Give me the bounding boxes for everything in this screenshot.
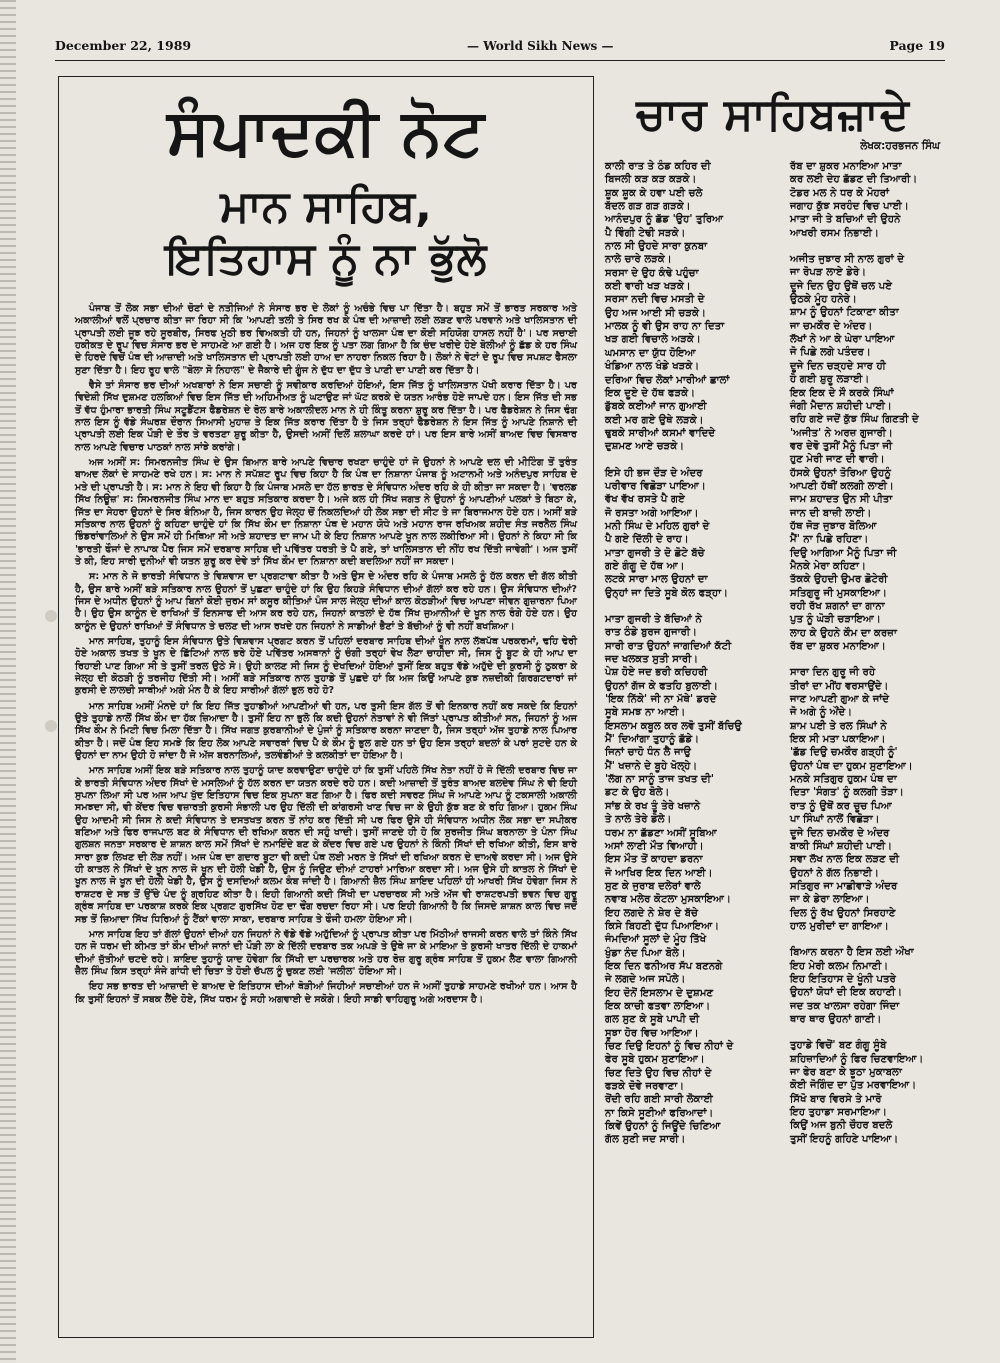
poem-line: ਅਸਾਂ ਲਾਣੀ ਮੌਤ ਵਿਆਹੀ। xyxy=(605,840,704,852)
poem-stanza xyxy=(790,666,965,933)
poem-line: ਰੱਬ ਦਾ ਸ਼ੁਕਰ ਮਨਾਇਆ। xyxy=(790,641,886,653)
poem-line: ਰੋਂਦੀ ਰਹਿ ਗਈ ਸਾਰੀ ਲੋਕਾਈ xyxy=(605,1094,713,1106)
poem-line: ਕਿਉਂ ਅਜ ਬੁਨੀ ਚੌਹਰ ਬਦਲੇ xyxy=(790,1120,893,1132)
poem-line: ਪੈ ਵਿੰਗੀ ਟੇਢੀ ਸੜਕੇ। xyxy=(605,227,686,239)
poem-line: ਜਾ ਰੋਪੜ ਲਾਏ ਡੇਰੇ। xyxy=(790,267,867,279)
poem-line: 'ਛੱਡ ਦਿਉ ਚਮਕੌਰ ਗੜ੍ਹੀ ਨੂੰ' xyxy=(790,747,898,759)
editorial-paragraph: ਇਹ ਸਭ ਭਾਰਤ ਦੀ ਆਜ਼ਾਦੀ ਦੇ ਬਾਅਦ ਦੇ ਇਤਿਹਾਸ ਦੀਆਂ ਥੋੜੀਆਂ ਜਿਹੀਆਂ ਸਚਾਈਆਂ ਹਨ ਜੋ ਅਸੀਂ ਤੁਹਾਡੇ ਸਾਹਮਣੇ ਰਖੀਆਂ ਹਨ। ਆਸ ਹੈ ਕਿ ਤੁਸੀਂ ਇਹਨਾਂ ਤੋਂ ਸਬਕ ਲੈਂਦੇ ਹੋਏ, ਸਿੱਖ ਧਰਮ ਨੂੰ ਸਹੀ ਅਗਵਾਈ ਦੇ ਸਕੋਗੇ। ਇਹੀ ਸਾਡੀ ਵਾਹਿਗੁਰੂ ਅਗੇ ਅਰਦਾਸ ਹੈ। xyxy=(75,981,577,1005)
poem-author: ਲੇਖਕ:ਹਰਭਜਨ ਸਿੰਘ xyxy=(860,140,940,152)
editorial-subtitle-line1: ਮਾਨ ਸਾਹਿਬ, xyxy=(220,181,432,232)
poem-line: ਮੈਂ' ਖਜ਼ਾਨੇ ਦੇ ਬੂਹੇ ਖੋਲ੍ਹੇ। xyxy=(605,760,698,772)
poem-line: ਇਹ ਇਤਿਹਾਸ ਦੇ ਖੂੰਨੀ ਪਤਰੇ xyxy=(790,973,896,985)
editorial-subtitle-line2: ਇਤਿਹਾਸ ਨੂੰ ਨਾ ਭੁੱਲੋ xyxy=(165,233,487,284)
binding-edge xyxy=(0,0,16,1363)
poem-line: ਇਕ ਸੀ ਮਤਾ ਪਕਾਇਆ। xyxy=(790,734,886,746)
poem-line: ਪਰੀਵਾਰ ਵਿਛੋੜਾ ਪਾਇਆ। xyxy=(605,480,706,492)
poem-line: 'ਇਕ ਨਿੱਕੇ' ਜੀ ਨਾ ਮੱਥੇ' ਡਰਦੇ xyxy=(605,694,717,706)
page-number: Page 19 xyxy=(889,38,945,53)
poem-line: ਜੰਗੀ ਮੈਦਾਨ ਸ਼ਹੀਦੀ ਪਾਈ। xyxy=(790,400,892,412)
poem-line: ਸ਼ਹਿਜ਼ਾਦਿਆਂ ਨੂੰ ਫਿਰ ਚਿਣਵਾਇਆ। xyxy=(790,1053,924,1065)
editorial-box xyxy=(58,76,594,1338)
poem-line: ਸ਼ਾਮ ਨੂੰ ਉਹਨਾਂ ਟਿਕਾਣਾ ਕੀਤਾ xyxy=(790,307,899,319)
poem-line: ਇਕ ਕਾਚੀ ਫਤਵਾ ਲਾਇਆ। xyxy=(605,1000,711,1012)
poem-line: ਜਿਨਾਂ ਚਾਹੋ ਧੰਨ ਲੈ ਜਾਉ xyxy=(605,747,692,759)
poem-line: ਹੱਸਕੇ ਉਹਨਾਂ ਤੋਰਿਆ ਉਹਨੂੰ xyxy=(790,467,891,479)
poem-line: ਬਿਜਲੀ ਕੜ ਕੜ ਕੜਕੇ। xyxy=(605,174,697,186)
poem-line: ਗਲ ਸੁਣ ਕੇ ਸੂਬੇ ਪਾਪੀ ਦੀ xyxy=(605,1014,700,1026)
poem-stanza xyxy=(790,253,965,653)
poem-line: ਇਹ ਦੋਨੋਂ ਇਸਲਾਮ ਦੇ ਦੁਸ਼ਮਣ xyxy=(605,987,714,999)
poem-line: ਬਿਆਨ ਕਰਨਾ ਹੈ ਇਸ ਲਈ ਔਖਾ xyxy=(790,947,914,959)
poem-line: ਧਰਮ ਨਾ ਛੱਡਣਾ ਅਸੀਂ ਸੂਬਿਆ xyxy=(605,827,717,839)
poem-line: ਲਾਹ ਕੇ ਉਹਨੇ ਕੌਮ ਦਾ ਕਰਜ਼ਾ xyxy=(790,627,897,639)
editorial-paragraph: ਅਜ ਅਸੀਂ ਸ: ਸਿਮਰਨਜੀਤ ਸਿੰਘ ਦੇ ਉਸ ਬਿਆਨ ਬਾਰੇ ਆਪਣੇ ਵਿਚਾਰ ਰਖਣਾ ਚਾਹੁੰਦੇ ਹਾਂ ਜੋ ਉਹਨਾਂ ਨੇ ਆਪਣੇ ਦਲ ਦੀ ਮੀਟਿੰਗ ਤੋਂ ਤੁਰੰਤ ਬਾਅਦ ਲੋਕਾਂ ਦੇ ਸਾਹਮਣੇ ਰਖੇ ਹਨ। ਸ: ਮਾਨ ਨੇ ਸਪੱਸ਼ਟ ਰੂਪ ਵਿਚ ਕਿਹਾ ਹੈ ਕਿ ਪੰਥ ਦਾ ਨਿਸ਼ਾਨਾ ਪੰਜਾਬ ਨੂੰ ਅਟਾਨਮੀ ਅਤੇ ਅਨੰਦਪੁਰ ਸਾਹਿਬ ਦੇ ਮਤੇ ਦੀ ਪ੍ਰਾਪਤੀ ਹੈ। ਸ: ਮਾਨ ਨੇ ਇਹ ਵੀ ਕਿਹਾ ਹੈ ਕਿ ਪੰਜਾਬ ਮਸਲੇ ਦਾ ਹੱਲ ਭਾਰਤ ਦੇ ਸੰਵਿਧਾਨ ਅੰਦਰ ਰਹਿ ਕੇ ਹੀ ਕੀਤਾ ਜਾ ਸਕਦਾ ਹੈ। 'ਵਰਲਡ ਸਿੱਖ ਨਿਊਜ਼' ਸ: ਸਿਮਰਨਜੀਤ ਸਿੰਘ ਮਾਨ ਦਾ ਬਹੁਤ ਸਤਿਕਾਰ ਕਰਦਾ ਹੈ। ਅਜੇ ਕਲ ਹੀ ਸਿੱਖ ਜਗਤ ਨੇ ਉਹਨਾਂ ਨੂੰ ਆਪਣੀਆਂ ਪਲਕਾਂ ਤੇ ਬਿਠਾ ਕੇ, ਜਿੱਤ ਦਾ ਸੇਹਰਾ ਉਹਨਾਂ ਦੇ ਸਿਰ ਬੰਨਿਆ ਹੈ, ਜਿਸ ਕਾਰਨ ਉਹ ਜੇਲ੍ਹ ਚੋਂ ਨਿਕਲਦਿਆਂ ਹੀ ਲੋਕ ਸਭਾ ਦੀ ਸੀਟ ਤੇ ਜਾ ਬਿਰਾਜਮਾਨ ਹੋਏ ਹਨ। ਅਸੀਂ ਬੜੇ ਸਤਿਕਾਰ ਨਾਲ ਉਹਨਾਂ ਨੂੰ ਕਹਿਣਾ ਚਾਹੁੰਦੇ ਹਾਂ ਕਿ ਸਿੱਖ ਕੌਮ ਦਾ ਨਿਸ਼ਾਨਾ ਪੰਥ ਦੇ ਮਹਾਨ ਯੋਧੇ ਅਤੇ ਮਹਾਨ ਰਾਜ ਰਖਿਅਕ ਸ਼ਹੀਦ ਸੰਤ ਜਰਨੈਲ ਸਿੰਘ ਭਿੰਡਰਾਂਵਾਲਿਆਂ ਨੇ ਉਸ ਸਮੇਂ ਹੀ ਮਿਥਿਆ ਸੀ ਅਤੇ ਸ਼ਹਾਦਤ ਦਾ ਜਾਮ ਪੀ ਕੇ ਇਹ ਨਿਸ਼ਾਨ ਆਪਣੇ ਖੂਨ ਨਾਲ ਲਕੀਰਿਆ ਸੀ। ਉਹਨਾਂ ਨੇ ਕਿਹਾ ਸੀ ਕਿ 'ਭਾਰਤੀ ਫੌਜਾਂ ਦੇ ਨਾਪਾਕ ਪੈਰ ਜਿਸ ਸਮੇਂ ਦਰਬਾਰ ਸਾਹਿਬ ਦੀ ਪਵਿੱਤਰ ਧਰਤੀ ਤੇ ਪੈ ਗਏ, ਤਾਂ ਖਾਲਿਸਤਾਨ ਦੀ ਨੀਂਹ ਰਖ ਦਿੱਤੀ ਜਾਵੇਗੀ'। ਅਜ ਤੁਸੀਂ ਤੇ ਕੀ, ਇਹ ਸਾਰੀ ਦੁਨੀਆਂ ਵੀ ਯਤਨ ਸ਼ੁਰੂ ਕਰ ਦੇਵੇ ਤਾਂ ਸਿੱਖ ਕੌਮ ਦਾ ਨਿਸ਼ਾਨਾ ਕਦੀ ਬਦਲਿਆ ਨਹੀਂ ਜਾ ਸਕਦਾ। xyxy=(75,457,577,567)
poem-line: ਤੁਸੀਂ ਇਹਨੂੰ ਗਹਿਣੇ ਪਾਇਆ। xyxy=(790,1133,899,1145)
poem-column-right xyxy=(790,160,965,1159)
poem-line: ਦਿਉ ਆਗਿਆ ਮੈਨੂੰ ਪਿਤਾ ਜੀ xyxy=(790,547,897,559)
poem-stanza xyxy=(605,160,780,454)
poem-line: ਹੁਣ ਮੇਰੀ ਜਾਣ ਦੀ ਵਾਰੀ। xyxy=(790,454,885,466)
poem-line: ਘਮਸਾਨ ਦਾ ਯੁੱਧ ਹੋਇਆ xyxy=(605,347,696,359)
poem-line: ਇਸ ਮੌਤ ਤੋਂ ਕਾਹਦਾ ਡਰਨਾ xyxy=(605,854,703,866)
poem-line: ਇਹ ਤੁਹਾਡਾ ਸਰਮਾਇਆ। xyxy=(790,1107,887,1119)
poem-line: ਕਈ ਮਰ ਗਏ ਉਥੇ ਲੜਕੇ। xyxy=(605,414,704,426)
editorial-paragraph: ਮਾਨ ਸਾਹਿਬ ਅਸੀਂ ਇਕ ਬੜੇ ਸਤਿਕਾਰ ਨਾਲ ਤੁਹਾਨੂੰ ਯਾਦ ਕਰਵਾਉਣਾ ਚਾਹੁੰਦੇ ਹਾਂ ਕਿ ਤੁਸੀਂ ਪਹਿਲੇ ਸਿੱਖ ਨੇਤਾ ਨਹੀਂ ਹੋ ਜੋ ਦਿੱਲੀ ਦਰਬਾਰ ਵਿਚ ਜਾ ਕੇ ਭਾਰਤੀ ਸੰਵਿਧਾਨ ਅੰਦਰ ਸਿੱਖਾਂ ਦੇ ਮਸਲਿਆਂ ਨੂੰ ਹੱਲ ਕਰਨ ਦਾ ਯਤਨ ਕਰਦੇ ਰਹੇ ਹਨ। ਕਦੀ ਆਜ਼ਾਦੀ ਤੋਂ ਤੁਰੰਤ ਬਾਅਦ ਬਲਦੇਵ ਸਿੰਘ ਨੇ ਵੀ ਇਹੀ ਸੁਪਨਾ ਲਿਆ ਸੀ ਪਰ ਅਜ ਆਪ ਖੁੱਦ ਇਤਿਹਾਸ ਵਿਚ ਇਕ ਸੁਪਨਾ ਬਣ ਗਿਆ ਹੈ। ਫਿਰ ਕਦੀ ਸਵਰਣ ਸਿੰਘ ਜੋ ਆਪਣੇ ਆਪ ਨੂੰ ਟਕਸਾਲੀ ਅਕਾਲੀ ਸਮਝਦਾ ਸੀ, ਵੀ ਕੇਂਦਰ ਵਿਚ ਵਜ਼ਾਰਤੀ ਕੁਰਸੀ ਸੰਭਾਲੀ ਪਰ ਉਹ ਦਿੱਲੀ ਦੀ ਕਾਂਗਰਸੀ ਖਾਣ ਵਿਚ ਜਾ ਕੇ ਉਹੀ ਕੁੱਝ ਬਣ ਕੇ ਰਹਿ ਗਿਆ। ਹੁਕਮ ਸਿੰਘ ਉਹ ਆਦਮੀ ਸੀ ਜਿਸ ਨੇ ਕਦੀ ਸੰਵਿਧਾਨ ਤੇ ਦਸਤਖਤ ਕਰਨ ਤੋਂ ਨਾਂਹ ਕਰ ਦਿੱਤੀ ਸੀ ਪਰ ਫਿਰ ਉਸੇ ਹੀ ਸੰਵਿਧਾਨ ਅਧੀਨ ਲੋਕ ਸਭਾ ਦਾ ਸਪੀਕਰ ਬਣਿਆ ਅਤੇ ਫਿਰ ਰਾਜਪਾਲ ਬਣ ਕੇ ਸੰਵਿਧਾਨ ਦੀ ਰਖਿਆ ਕਰਨ ਦੀ ਸਹੁੰ ਖਾਦੀ। ਤੁਸੀਂ ਜਾਣਦੇ ਹੀ ਹੋ ਕਿ ਸੁਰਜੀਤ ਸਿੰਘ ਬਰਨਾਲਾ ਤੇ ਪੰਨਾ ਸਿੰਘ ਗੁਲਸ਼ਨ ਜਨਤਾ ਸਰਕਾਰ ਦੇ ਸ਼ਾਸ਼ਨ ਕਾਲ ਸਮੇਂ ਸਿੱਖਾਂ ਦੇ ਨਮਾਇੰਦੇ ਬਣ ਕੇ ਕੇਂਦਰ ਵਿਚ ਗਏ ਪਰ ਉਹਨਾਂ ਨੇ ਕਿੰਨੀ ਸਿੱਖਾਂ ਦੀ ਰਖਿਆ ਕੀਤੀ, ਇਸ ਬਾਰੇ ਸਾਰਾ ਕੁਝ ਲਿਖਣ ਦੀ ਲੋੜ ਨਹੀਂ। ਅਜ ਪੰਥ ਦਾ ਗਦਾਰ ਬੂਟਾ ਵੀ ਕਦੀ ਪੰਥ ਲਈ ਮਰਨ ਤੇ ਸਿੱਖਾਂ ਦੀ ਰਖਿਆ ਕਰਨ ਦੇ ਦਾਅਵੇ ਕਰਦਾ ਸੀ। ਅਜ ਉਸੇ ਹੀ ਕਾਤਲ ਨੇ ਸਿੱਖਾਂ ਦੇ ਖੂਨ ਨਾਲ ਜੋ ਖੂਨ ਦੀ ਹੋਲੀ ਖੇਡੀ ਹੈ, ਉਸ ਨੂੰ ਜਿਉਣ ਦੀਆਂ ਟਾਹਰਾਂ ਮਾਰਿਆ ਕਰਦਾ ਸੀ। ਅਜ ਉਸੇ ਹੀ ਕਾਤਲ ਨੇ ਸਿੱਖਾਂ ਦੇ ਖੂਨ ਨਾਲ ਜੋ ਖੂਨ ਦੀ ਹੋਲੀ ਖੇਡੀ ਹੈ, ਉਸ ਨੂੰ ਦਸਦਿਆਂ ਕਲਮ ਕੰਬ ਜਾਂਦੀ ਹੈ। ਗਿਆਨੀ ਜ਼ੈਲ ਸਿੰਘ ਸ਼ਾਇਦ ਪਹਿਲਾਂ ਹੀ ਆਖਰੀ ਸਿੱਖ ਹੋਵੇਗਾ ਜਿਸ ਨੇ ਰਾਸ਼ਟਰ ਦੇ ਸਭ ਤੋਂ ਉੱਚੇ ਪੰਦ ਨੂੰ ਗ੍ਰਹਿਣ ਕੀਤਾ ਹੈ। ਇਹੀ ਗਿਆਨੀ ਕਦੀ ਸਿੱਖੀ ਦਾ ਪਰਚਾਰਕ ਸੀ ਅਤੇ ਅੱਜ ਵੀ ਰਾਸ਼ਟਰਪਤੀ ਭਵਨ ਵਿਚ ਗੁਰੂ ਗ੍ਰੰਥ ਸਾਹਿਬ ਦਾ ਪਰਕਾਸ਼ ਕਰਕੇ ਇਕ ਪ੍ਰਗਟ ਗੁਰਸਿੱਖ ਹੋਣ ਦਾ ਢੌਂਗ ਰਚਦਾ ਰਿਹਾ ਸੀ। ਪਰ ਇਹੀ ਗਿਆਨੀ ਹੈ ਕਿ ਜਿਸਦੇ ਸ਼ਾਸ਼ਨ ਕਾਲ ਵਿਚ ਜਦੋਂ ਸਭ ਤੋਂ ਜ਼ਿਆਦਾ ਸਿੱਖ ਧਿਰਿਆਂ ਨੂੰ ਟੈਂਕਾਂ ਵਾਲਾ ਸਾਕਾ, ਦਰਬਾਰ ਸਾਹਿਬ ਤੇ ਫੌਜੀ ਹਮਲਾ ਹੋਇਆ ਸੀ। xyxy=(75,765,577,925)
poem-line: ਉਹਨਾਂ ਨੇ ਗੱਲ ਨਿਭਾਈ। xyxy=(790,867,879,879)
editorial-paragraph: ਮਾਨ ਸਾਹਿਬ ਇਹ ਤਾਂ ਗੱਲਾਂ ਉਹਨਾਂ ਦੀਆਂ ਹਨ ਜਿਹਨਾਂ ਨੇ ਵੱਡੇ ਵੱਡੇ ਅਹੁੱਦਿਆਂ ਨੂੰ ਪ੍ਰਾਪਤ ਕੀਤਾ ਪਰ ਮਿੱਠੀਆਂ ਰਾਜਸੀ ਕਰਨ ਵਾਲੇ ਤਾਂ ਕਿੰਨੇ ਸਿੱਖ ਹਨ ਜੋ ਧਰਮ ਦੀ ਕੀਮਤ ਤਾਂ ਕੌਮ ਦੀਆਂ ਜਾਨਾਂ ਦੀ ਪੌੜੀ ਲਾ ਕੇ ਦਿੱਲੀ ਦਰਬਾਰ ਤਕ ਅਪੜੇ ਤੇ ਉਥੇ ਜਾ ਕੇ ਮਾਇਆ ਤੇ ਕੁਰਸੀ ਖਾਤਰ ਦਿੱਲੀ ਦੇ ਹਾਕਮਾਂ ਦੀਆਂ ਜੁੱਤੀਆਂ ਚਟਦੇ ਰਹੇ। ਸ਼ਾਇਦ ਤੁਹਾਨੂੰ ਯਾਦ ਹੋਵੇਗਾ ਕਿ ਸਿੱਖੀ ਦਾ ਪਰਚਾਰਕ ਅਤੇ ਹਰ ਰੋਜ਼ ਗੁਰੂ ਗ੍ਰੰਥ ਸਾਹਿਬ ਤੋਂ ਹੁਕਮ ਲੈਣ ਵਾਲਾ ਗਿਆਨੀ ਜ਼ੈਲ ਸਿੰਘ ਕਿਸ ਤਰ੍ਹਾਂ ਸੰਜੇ ਗਾਂਧੀ ਦੀ ਚਿਤਾ ਤੇ ਹੋਈ ਚੱਪਲ ਨੂੰ ਚੁਕਣ ਲਈ 'ਜਲੀਲ' ਹੋਇਆ ਸੀ। xyxy=(75,928,577,977)
poem-line: ਟੋਡਰ ਮਲ ਨੇ ਧਰ ਕੇ ਮੋਹਰਾਂ xyxy=(790,187,889,199)
poem-line: ਮਾਤਾ ਗੁਜਰੀ ਤੇ ਦੋ ਛੋਟੇ ਬੱਚੇ xyxy=(605,547,705,559)
poem-line: ਪਾ ਸਿੰਘਾਂ ਨਾਲੋਂ ਵਿਛੋੜਾ। xyxy=(790,814,880,826)
poem-line: ਵਰ ਦੇਵੋ ਤੁਸੀਂ ਮੈਨੂੰ ਪਿਤਾ ਜੀ xyxy=(790,440,893,452)
punch-hole xyxy=(45,720,57,732)
poem-line: ਜਾ ਚਮਕੌਰ ਦੇ ਅੰਦਰ। xyxy=(790,320,873,332)
poem-line: ਢੁਬਕੇ ਸਾਰੀਆਂ ਕਸਮਾਂ ਵਾਦਿਦੇ xyxy=(605,427,716,439)
poem-line: ਜਾਨ ਦੀ ਬਾਜ਼ੀ ਲਾਈ। xyxy=(790,507,872,519)
poem-line: ਜਗਾਹ ਕੁੱਝ ਸਰਹੰਦ ਵਿਚ ਪਾਈ। xyxy=(790,201,909,213)
poem-line: ਗੱਲ ਸੁਣੀ ਜਦ ਸਾਰੀ। xyxy=(605,1134,686,1146)
poem-line: ਜੋ ਰਸਤਾ ਅਗੇ ਆਇਆ। xyxy=(605,507,699,519)
poem-line: ਮੈਂ' ਦਿਆਂਗਾ ਤੁਹਾਨੂੰ ਛੱਡੇ। xyxy=(605,734,700,746)
poem-line: ਇਹ ਮੇਰੀ ਕਲਮ ਨਿਮਾਣੀ। xyxy=(790,960,889,972)
poem-line: ਡਟ ਕੇ ਉਹ ਬੋਲੇ। xyxy=(605,787,670,799)
poem-line: 'ਲੱਗ ਨਾ ਸਾਨੂੰ ਤਾਜ ਤਖਤ ਦੀ' xyxy=(605,774,714,786)
poem-line: ਦਰਿਆ ਵਿਚ ਲੋਕਾਂ ਮਾਰੀਆਂ ਛਾਲਾਂ xyxy=(605,374,730,386)
poem-line: ਸ਼ੂਕ ਸ਼ੂਕ ਕੇ ਹਵਾ ਪਈ ਚਲੇ xyxy=(605,187,703,199)
poem-line: ਪੁਤ ਨੂੰ ਘੋੜੀ ਚੜਾਇਆ। xyxy=(790,614,881,626)
poem-line: ਕਈ ਵਾਰੀ ਖੜ ਖੜਕੇ। xyxy=(605,281,691,293)
poem-stanza xyxy=(790,1039,965,1146)
masthead xyxy=(55,38,945,60)
poem-line: ਨਵਾਬ ਮਲੇਰ ਕੋਟਲਾ ਮੁਸਕਾਇਆ। xyxy=(605,894,731,906)
poem-line: ਪੈ ਗਏ ਦਿੱਲੀ ਦੇ ਰਾਹ। xyxy=(605,534,689,546)
poem-line: ਤੀਰਾਂ ਦਾ ਮੀਂਹ ਵਰਸਾਉਂਦੇ। xyxy=(790,680,889,692)
poem-line: ਉਹ ਅਜ ਆਈ ਸੀ ਚੜਕੇ। xyxy=(605,307,706,319)
poem-line: ਦੁਸ਼ਮਣ ਆਏ ਚੜਕੇ। xyxy=(605,441,685,453)
poem-line: ਅਜੀਤ ਜੁਝਾਰ ਸੀ ਨਾਲ ਗੁਰਾਂ ਦੇ xyxy=(790,254,905,266)
poem-line: ਸਰਸਾ ਦੇ ਉਹ ਕੰਢੇ ਪਹੁੰਚਾ xyxy=(605,267,699,279)
poem-line: ਰਾਤ ਠੰਡੇ ਬੁਰਜ ਗੁਜਾਰੀ। xyxy=(605,627,697,639)
poem-line: ਸਾਂਭ ਕੇ ਰਖ ਤੂੰ ਤੇਰੇ ਖਜ਼ਾਨੇ xyxy=(605,800,701,812)
poem-line: ਦੂਜੇ ਦਿਨ ਉਹ ਉਥੋਂ ਚਲ ਪਏ xyxy=(790,280,893,292)
poem-line: ਰੱਬ ਦਾ ਸ਼ੁਕਰ ਮਨਾਇਆ ਮਾਤਾ xyxy=(790,161,902,172)
poem-line: ਡੁੱਬਕੇ ਕਈਆਂ ਜਾਨ ਗੁਆਈ xyxy=(605,401,707,413)
poem-line: ਜਾਮ ਸ਼ਹਾਦਤ ਉਨ ਸੀ ਪੀਤਾ xyxy=(790,494,893,506)
poem-line: ਨਾਲੇ ਚਾਰੇ ਲੜਕੇ। xyxy=(605,254,672,266)
poem-stanza xyxy=(790,160,965,240)
poem-line: ਸਵਾ ਲੱਖ ਨਾਲ ਇਕ ਲੜਣ ਦੀ xyxy=(790,854,900,866)
poem-line: ਸਾਰੀ ਰਾਤ ਉਹਨਾਂ ਜਾਗਦਿਆਂ ਕੱਟੀ xyxy=(605,640,732,652)
poem-line: ਲਟਕੇ ਸਾਰਾ ਮਾਲ ਉਹਨਾਂ ਦਾ xyxy=(605,574,708,586)
poem-line: ਪੇਸ਼ ਹੋਏ ਜਦ ਭਰੀ ਕਚਿਹਰੀ xyxy=(605,667,708,679)
poem-line: ਆਨੰਦਪੁਰ ਨੂੰ ਛੱਡ 'ਉਹ' ਤੁਰਿਆ xyxy=(605,214,724,226)
poem-stanza xyxy=(605,467,780,600)
poem-line: ਇਸੇ ਹੀ ਭਜ ਦੌੜ ਦੇ ਅੰਦਰ xyxy=(605,467,703,479)
poem-line: ਫੇਰ ਸੂਬੇ ਹੁਕਮ ਸੁਣਾਇਆ। xyxy=(605,1054,705,1066)
poem-line: ਚਿਣ ਦਿਤੇ ਉਹ ਵਿਚ ਨੀਹਾਂ ਦੇ xyxy=(605,1067,712,1079)
poem-line: ਜਾ ਫੇਰ ਬਣਾ ਕੇ ਝੂਠਾ ਮੁਕਾਬਲਾ xyxy=(790,1067,902,1078)
poem-line: ਬਾਕੀ ਸਿੰਘਾਂ ਸ਼ਹੀਦੀ ਪਾਈ। xyxy=(790,840,893,852)
poem-line: ਰਹੀ ਰੱਖ ਸ਼ਗਨਾਂ ਦਾ ਗਾਨਾ xyxy=(790,601,885,612)
poem-line: ਖੰਡਿਆ ਨਾਲ ਖੰਡੇ ਖੜਕੇ। xyxy=(605,361,700,373)
poem-line: ਇਕ ਇਕ ਦੇ ਸੌ ਕਰਕੇ ਸਿੰਘਾਂ xyxy=(790,387,894,399)
poem-line: ਸੁਣ ਕੇ ਜੁਰਾਬ ਦਲੇਰਾਂ ਵਾਲੇ xyxy=(605,880,701,892)
poem-line: ਦੂਜੇ ਦਿਨ ਚੜ੍ਹਦੇ ਸਾਰ ਹੀ xyxy=(790,360,886,372)
poem-line: ਜੋ ਪਿਛੇ ਲਗੇ ਪਤੰਦਰ। xyxy=(790,347,871,359)
poem-line: ਉਨ੍ਹਾਂ ਜਾ ਦਿਤੇ ਸੂਬੇ ਕੋਲ ਫੜ੍ਹਾ। xyxy=(605,587,729,599)
poem-line: ਖੁੰਡਾ ਨੰਦ ਪਿਆ ਬੋਲੇ। xyxy=(605,947,686,959)
poem-line: ਸਤਿਗੁਰੂ ਜੀ ਮੁਸਕਾਇਆ। xyxy=(790,587,887,599)
poem-title: ਚਾਰ ਸਾਹਿਬਜ਼ਾਦੇ xyxy=(636,89,910,140)
poem-line: ਮਨੀ ਸਿੰਘ ਦੇ ਮਹਿਲ ਗੁਰਾਂ ਦੇ xyxy=(605,520,710,532)
poem-line: ਜੋ ਅਗੇ ਨੂੰ ਔਂਦੇ। xyxy=(790,707,853,719)
poem-line: ਕਿਵੇਂ ਉਹਨਾਂ ਨੂੰ ਜਿਊਂਦੇ ਚਿਣਿਆ xyxy=(605,1121,721,1133)
poem-stanza xyxy=(605,613,780,1147)
poem-line: ਮਾਤਾ ਗੁਜਰੀ ਤੇ ਬੱਚਿਆਂ ਨੇ xyxy=(605,614,702,625)
poem-line: ਗਏ ਗੰਗੂ ਦੇ ਹੱਥ ਆ। xyxy=(605,560,685,572)
punch-hole xyxy=(45,610,57,622)
poem-line: ਸਰਸਾ ਨਦੀ ਵਿਚ ਮਸਤੀ ਦੇ xyxy=(605,294,705,306)
poem-line: ਜੇ ਲਗਦੇ ਅਜ ਸਪੋਲੇ। xyxy=(605,974,686,986)
editorial-body xyxy=(75,303,577,1006)
editorial-paragraph: ਪੰਜਾਬ ਤੋਂ ਲੋਕ ਸਭਾ ਦੀਆਂ ਚੋਣਾਂ ਦੇ ਨਤੀਜਿਆਂ ਨੇ ਸੰਸਾਰ ਭਰ ਦੇ ਲੋਕਾਂ ਨੂੰ ਅਚੰਭੇ ਵਿਚ ਪਾ ਦਿੱਤਾ ਹੈ। ਬਹੁਤ ਸਮੇਂ ਤੋਂ ਭਾਰਤ ਸਰਕਾਰ ਅਤੇ ਅਕਾਲੀਆਂ ਵਲੋਂ ਪ੍ਰਚਾਰ ਕੀਤਾ ਜਾ ਰਿਹਾ ਸੀ ਕਿ 'ਆਪਣੀ ਤਲੀ ਤੇ ਸਿਰ ਰਖ ਕੇ ਪੰਥ ਦੀ ਆਜ਼ਾਦੀ ਲਈ ਲੜਣ ਵਾਲੇ ਪਰਵਾਨੇ ਅਤੇ ਖਾਲਿਸਤਾਨ ਦੀ ਪ੍ਰਾਪਤੀ ਲਈ ਜੂਝ ਰਹੇ ਸੂਰਬੀਰ, ਸਿਰਫ ਮੁਠੀ ਭਰ ਵਿਅਕਤੀ ਹੀ ਹਨ, ਜਿਹਨਾਂ ਨੂੰ ਖਾਲਸਾ ਪੰਥ ਦਾ ਕੋਈ ਸਹਿਯੋਗ ਹਾਸਲ ਨਹੀਂ ਹੈ'। ਪਰ ਸਚਾਈ ਹਕੀਕਤ ਦੇ ਰੂਪ ਵਿਚ ਸੰਸਾਰ ਭਰ ਦੇ ਸਾਹਮਣੇ ਆ ਗਈ ਹੈ। ਅਜ ਹਰ ਇਕ ਨੂੰ ਪਤਾ ਲਗ ਗਿਆ ਹੈ ਕਿ ਚੰਦ ਖਰੀਦੇ ਹੋਏ ਬੋਲੀਆਂ ਨੂੰ ਛੱਡ ਕੇ ਹਰ ਸਿੰਘ ਦੇ ਹਿਰਦੇ ਵਿਚੋਂ ਪੰਥ ਦੀ ਆਜ਼ਾਦੀ ਅਤੇ ਖਾਲਿਸਤਾਨ ਦੀ ਪ੍ਰਾਪਤੀ ਲਈ ਹਾਅ ਦਾ ਨਾਹਰਾ ਨਿਕਲ ਰਿਹਾ ਹੈ। ਲੋਕਾਂ ਨੇ ਵੋਟਾਂ ਦੇ ਰੂਪ ਵਿਚ ਸਪਸ਼ਟ ਫੈਸਲਾ ਸੁਣਾ ਦਿੱਤਾ ਹੈ। ਇਹ ਰੂਹ ਵਾਲੇ "ਬੋਲਾ ਸੋ ਨਿਹਾਲ" ਦੇ ਜੈਕਾਰੇ ਦੀ ਗੂੰਜ ਨੇ ਦੁੱਧ ਦਾ ਦੁੱਧ ਤੇ ਪਾਣੀ ਦਾ ਪਾਣੀ ਕਰ ਦਿੱਤਾ ਹੈ। xyxy=(75,303,577,376)
poem-line: ਜਦ ਤਕ ਖਾਲਸਾ ਰਹੇਗਾ ਜਿੰਦਾ xyxy=(790,1000,900,1012)
poem-line: ਇਹ ਲਗਦੇ ਨੇ ਸ਼ੇਰ ਦੇ ਬੱਚੇ xyxy=(605,907,698,919)
poem-line: ਲੱਖਾਂ ਨੇ ਆ ਕੇ ਘੇਰਾ ਪਾਇਆ xyxy=(790,334,895,346)
poem-line: ਹਾਲ ਮੁਰੀਦਾਂ ਦਾ ਗਾਇਆ। xyxy=(790,920,889,932)
poem-line: ਵੱਖ ਵੱਖ ਰਸਤੇ ਪੈ ਗਏ xyxy=(605,494,685,506)
poem-line: ਸਾਰਾ ਦਿਨ ਗੁਰੂ ਜੀ ਰਹੇ xyxy=(790,667,876,679)
masthead-rule xyxy=(55,60,945,61)
poem-line: ਤੇ ਨਾਲੇ ਤੇਰੇ ਡੋਲੇ। xyxy=(605,814,672,826)
poem-line: ਚਿਣ ਦਿਉ ਇਹਨਾਂ ਨੂੰ ਵਿਚ ਨੀਹਾਂ ਦੇ xyxy=(605,1041,734,1052)
poem-line: ਤੱਕਕੇ ਉਹਦੀ ਉਮਰ ਛੋਟੇਰੀ xyxy=(790,574,888,586)
poem-line: 'ਅਜੀਤ' ਨੇ ਅਰਜ਼ ਗੁਜਾਰੀ। xyxy=(790,427,893,439)
poem-line: ਨਾ ਕਿਸੇ ਸੂਣੀਆਂ ਫਰਿਆਦਾਂ। xyxy=(605,1107,714,1119)
poem-line: ਤੁਹਾਡੇ ਵਿਚੋਂ' ਬਣ ਗੰਗੂ ਸੂੰਬੇ xyxy=(790,1040,887,1052)
poem-line: ਮਾਲਕ ਨੂੰ ਵੀ ਉਸ ਰਾਹ ਨਾ ਦਿਤਾ xyxy=(605,321,725,333)
poem-line: ਜੰਮਦਿਆਂ ਸੂਲਾਂ ਦੇ ਮੂੰਹ ਤਿੱਖੇ xyxy=(605,934,707,946)
poem-line: ਜਾ ਕੇ ਡੇਰਾ ਲਾਇਆ। xyxy=(790,894,870,906)
poem-line: ਮੈਂ' ਨਾ ਪਿਛੇ ਰਹਿਣਾ। xyxy=(790,534,869,546)
issue-date: December 22, 1989 xyxy=(55,38,192,53)
poem-line: ਖੜ ਗਈ ਵਿਚਾਲੇ ਅੜਕੇ। xyxy=(605,334,701,346)
poem-line: ਫੜਕੇ ਦੋਵੇ ਜਰਵਾਣਾ। xyxy=(605,1081,685,1093)
poem-line: ਜਦ ਖਲਕਤ ਸੁਤੀ ਸਾਰੀ। xyxy=(605,654,699,666)
poem-line: ਦਿਲ ਨੂੰ ਰੱਖ ਉਹਨਾਂ ਸਿਰਹਾਣੇ xyxy=(790,907,896,919)
poem-line: ਕਿਸੇ ਬਿਹਣੀ ਦੁੱਧ ਪਿਆਇਆ। xyxy=(605,920,720,932)
poem-line: ਸੂਬੇ ਸਮਝ ਨਾ ਆਈ। xyxy=(605,707,686,719)
publication-name: — World Sikh News — xyxy=(467,39,614,53)
poem-line: ਆਖਰੀ ਰਸਮ ਨਿਭਾਈ। xyxy=(790,227,879,239)
poem-line: ਜੋ ਆਖਿਰ ਇਕ ਦਿਨ ਆਈ। xyxy=(605,867,713,879)
editorial-paragraph: ਸ: ਮਾਨ ਨੇ ਜੋ ਭਾਰਤੀ ਸੰਵਿਧਾਨ ਤੇ ਵਿਸ਼ਵਾਸ ਦਾ ਪ੍ਰਗਟਾਵਾ ਕੀਤਾ ਹੈ ਅਤੇ ਉਸ ਦੇ ਅੰਦਰ ਰਹਿ ਕੇ ਪੰਜਾਬ ਮਸਲੇ ਨੂੰ ਹੱਲ ਕਰਨ ਦੀ ਗੱਲ ਕੀਤੀ ਹੈ, ਉਸ ਬਾਰੇ ਅਸੀਂ ਬੜੇ ਸਤਿਕਾਰ ਨਾਲ ਉਹਨਾਂ ਤੋਂ ਪੁਛਣਾ ਚਾਹੁੰਦੇ ਹਾਂ ਕਿ ਉਹ ਕਿਹੜੇ ਸੰਵਿਧਾਨ ਦੀਆਂ ਗੱਲਾਂ ਕਰ ਰਹੇ ਹਨ। ਉਸ ਸੰਵਿਧਾਨ ਦੀਆਂ? ਜਿਸ ਦੇ ਅਧੀਨ ਉਹਨਾਂ ਨੂੰ ਆਪ ਬਿਨਾਂ ਕੋਈ ਜੁਰਮ ਸਾਂ ਕਸੂਰ ਕੀਤਿਆਂ ਪੰਜ ਸਾਲ ਜੇਲ੍ਹ ਦੀਆਂ ਕਾਲ ਕੋਠੜੀਆਂ ਵਿਚ ਆਪਣਾ ਜੀਵਨ ਗੁਜ਼ਾਰਨਾ ਪਿਆ ਹੈ। ਉਹ ਉਸ ਕਾਨੂੰਨ ਦੇ ਰਾਖਿਆਂ ਤੋਂ ਇਨਸਾਫ ਦੀ ਆਸ ਕਰ ਰਹੇ ਹਨ, ਜਿਹਨਾਂ ਕਾਤਲਾਂ ਦੇ ਹੱਥ ਸਿੱਖ ਜੁਆਨੀਆਂ ਦੇ ਖੂਨ ਨਾਲ ਰੰਗੇ ਹੋਏ ਹਨ। ਉਹ ਕਾਨੂੰਨ ਦੇ ਉਹਨਾਂ ਰਾਖਿਆਂ ਤੋਂ ਸੰਵਿਧਾਨ ਤੇ ਚਲਣ ਦੀ ਆਸ ਰਖਦੇ ਹਨ ਜਿਹਨਾਂ ਨੇ ਸਾਡੀਆਂ ਭੈਣਾਂ ਤੇ ਬੱਚੀਆਂ ਨੂੰ ਵੀ ਨਹੀਂ ਬਖਸ਼ਿਆ। xyxy=(75,571,577,632)
poem-stanza xyxy=(790,946,965,1026)
poem-line: ਕੋਈ ਜੋਗਿੰਦ ਦਾ ਪੁੱਤ ਮਰਵਾਇਆ। xyxy=(790,1080,917,1092)
editorial-paragraph: ਮਾਨ ਸਾਹਿਬ, ਤੁਹਾਨੂੰ ਇਸ ਸੰਵਿਧਾਨ ਉਤੇ ਵਿਸ਼ਵਾਸ ਪ੍ਰਗਟ ਕਰਨ ਤੋਂ ਪਹਿਲਾਂ ਦਰਬਾਰ ਸਾਹਿਬ ਦੀਆਂ ਖੂੰਨ ਨਾਲ ਲੱਥਪੱਥ ਪਰਕਰਮਾਂ, ਢਹਿ ਢੇਰੀ ਹੋਏ ਅਕਾਲ ਤਖਤ ਤੇ ਖੂਨ ਦੇ ਛਿੱਟਿਆਂ ਨਾਲ ਭਰੇ ਹੋਏ ਪਵਿੱਤਰ ਅਸਥਾਨਾਂ ਨੂੰ ਚੰਗੀ ਤਰ੍ਹਾਂ ਵੇਖ ਲੈਣਾ ਚਾਹੀਦਾ ਸੀ, ਜਿਸ ਨੂੰ ਬੂਟ ਕੇ ਹੀ ਆਪ ਦਾ ਰਿਹਾਈ ਪਾਣ ਗਿਆ ਸੀ ਤੇ ਤੁਸੀਂ ਤਰਲ ਉਠੇ ਸੋ। ਉਹੀ ਕਾਲਣ ਸੀ ਜਿਸ ਨੂੰ ਦੇਖਦਿਆਂ ਹੋਇਆਂ ਤੁਸੀਂ ਇਕ ਬਹੁਤ ਵੱਡੇ ਅਹੁੱਦੇ ਦੀ ਕੁਰਸੀ ਨੂੰ ਠੁਕਰਾ ਕੇ ਜੇਲ੍ਹ ਦੀ ਕੋਠੜੀ ਨੂੰ ਤਰਜੀਹ ਦਿੱਤੀ ਸੀ। ਅਸੀਂ ਬੜੇ ਸਤਿਕਾਰ ਨਾਲ ਤੁਹਾਡੇ ਤੋਂ ਪੁਛਦੇ ਹਾਂ ਕਿ ਅਜ ਕਿਉਂ ਆਪਣੇ ਕੁਝ ਨਜ਼ਦੀਕੀ ਗਿਰਗਟਦਾਰਾਂ ਜਾਂ ਕੁਰਸੀ ਦੇ ਲਾਲਚੀ ਸਾਥੀਆਂ ਅਗੇ ਮੰਨ ਹੈ ਕੇ ਇਹ ਸਾਰੀਆਂ ਗੱਲਾਂ ਭੁਲ ਰਹੇ ਹੋ? xyxy=(75,635,577,697)
poem-line: ਸ਼ਾਮ ਪਈ ਤੇ ਰਲ ਸਿੰਘਾਂ ਨੇ xyxy=(790,720,887,732)
poem-line: ਉਹਨਾਂ ਗੱਜ ਕੇ ਫਤਹਿ ਬੁਲਾਈ। xyxy=(605,680,718,692)
poem-line: ਉਹਨਾਂ ਯੋਧਾਂ ਦੀ ਇਕ ਕਹਾਣੀ। xyxy=(790,987,903,999)
poem-line: ਆਪਣੀ ਹੱਥੀਂ ਕਲਗੀ ਲਾਈ। xyxy=(790,480,894,492)
poem-line: ਇਸਲਾਮ ਕਬੂਲ ਕਰ ਲਵੋ ਤੁਸੀਂ ਬੱਚਿਉ xyxy=(605,720,742,732)
poem-line: ਕਾਲੀ ਰਾਤ ਤੇ ਠੰਡ ਕਹਿਰ ਦੀ xyxy=(605,161,711,172)
poem-line: ਦੂਜੇ ਦਿਨ ਚਮਕੌਰ ਦੇ ਅੰਦਰ xyxy=(790,827,890,839)
editorial-paragraph: ਵੈਸੇ ਤਾਂ ਸੰਸਾਰ ਭਰ ਦੀਆਂ ਅਖਬਾਰਾਂ ਨੇ ਇਸ ਸਚਾਈ ਨੂੰ ਸਵੀਕਾਰ ਕਰਦਿਆਂ ਹੋਇਆਂ, ਇਸ ਜਿੱਤ ਨੂੰ ਖਾਲਿਸਤਾਨ ਪੱਖੀ ਕਰਾਰ ਦਿੱਤਾ ਹੈ। ਪਰ ਵਿਦੇਸ਼ੀ ਸਿੱਖ ਦੁਸ਼ਮਣ ਹਲਕਿਆਂ ਵਿਚ ਇਸ ਜਿੱਤ ਦੀ ਅਹਿਮੀਅਤ ਨੂੰ ਘਟਾਉਣ ਜਾਂ ਘੱਟ ਕਰਕੇ ਦੇ ਯਤਨ ਆਰੰਭ ਹੋਏ ਜਾਪਦੇ ਹਨ। ਇਸ ਜਿੱਤ ਦੀ ਸਭ ਤੋਂ ਵੱਧ ਹੁੰਮਾਰਾ ਭਾਰਤੀ ਸਿੰਘ ਸਟੂਡੈਂਟਸ ਫੈਡਰੇਸ਼ਨ ਦੇ ਰੋਲ ਬਾਰੇ ਅਕਾਲੀਦਲ ਮਾਨ ਨੇ ਹੀ ਕਿੰਤੂ ਕਰਨਾ ਸ਼ੁਰੂ ਕਰ ਦਿੱਤਾ ਹੈ। ਪਰ ਫੈਡਰੇਸ਼ਨ ਨੇ ਜਿਸ ਢੰਗ ਨਾਲ ਇਸ ਨੂੰ ਵੱਡੇ ਸੰਘਰਸ਼ ਦੌਰਾਨ ਸਿਆਸੀ ਮੁਹਾਜ਼ ਤੇ ਇਕ ਜਿੱਤ ਕਰਾਰ ਦਿੱਤਾ ਹੈ ਤੇ ਜਿਸ ਤਰ੍ਹਾਂ ਫੈਡਰੇਸ਼ਨ ਨੇ ਇਸ ਜਿੱਤ ਨੂੰ ਆਪਣੇ ਨਿਸ਼ਾਨੇ ਦੀ ਪ੍ਰਾਪਤੀ ਲਈ ਇਕ ਪੌੜੀ ਦੇ ਤੌਰ ਤੇ ਵਰਤਣਾ ਸ਼ੁਰੂ ਕੀਤਾ ਹੈ, ਉਸਦੀ ਅਸੀਂ ਦਿਲੋਂ ਸ਼ਲਾਘਾ ਕਰਦੇ ਹਾਂ। ਪਰ ਇਸ ਬਾਰੇ ਅਸੀਂ ਬਾਅਦ ਵਿਚ ਵਿਸਥਾਰ ਨਾਲ ਆਪਣੇ ਵਿਚਾਰ ਪਾਠਕਾਂ ਨਾਲ ਸਾਂਝੇ ਕਰਾਂਗੇ। xyxy=(75,380,577,453)
poem-line: ਮੈਨਕੇ ਮੇਰਾ ਕਹਿਣਾ। xyxy=(790,560,866,572)
poem-line: ਥਾਰ ਥਾਰ ਉਹਨਾਂ ਗਾਣੀ। xyxy=(790,1013,882,1025)
poem-line: ਉਹਨਾਂ ਪੰਥ ਦਾ ਹੁਕਮ ਸੁਣਾਇਆ। xyxy=(790,760,913,772)
poem-line: ਜਾਣ ਆਪਣੀ ਗੁਆ ਕੇ ਜਾਂਦੇ xyxy=(790,694,890,706)
poem-line: ਮਾਤਾ ਜੀ ਤੇ ਬਚਿਆਂ ਦੀ ਉਹਨੇ xyxy=(790,214,901,226)
poem-line: ਇਕ ਦਿਨ ਫਨੀਅਰ ਸੱਪ ਬਣਨਗੇ xyxy=(605,960,723,972)
poem-line: ਨਾਲ ਸੀ ਉਹਦੇ ਸਾਰਾ ਕੁਨਬਾ xyxy=(605,241,708,253)
editorial-paragraph: ਮਾਨ ਸਾਹਿਬ ਅਸੀਂ ਮੰਨਦੇ ਹਾਂ ਕਿ ਇਹ ਜਿੱਤ ਤੁਹਾਡੀਆਂ ਆਪਣੀਆਂ ਵੀ ਹਨ, ਪਰ ਤੁਸੀ ਇਸ ਗੱਲ ਤੋਂ ਵੀ ਇਨਕਾਰ ਨਹੀਂ ਕਰ ਸਕਦੇ ਕਿ ਇਹਨਾਂ ਉਤੇ ਤੁਹਾਡੇ ਨਾਲੋਂ ਸਿੱਖ ਕੌਮ ਦਾ ਹੱਕ ਜ਼ਿਆਦਾ ਹੈ। ਤੁਸੀਂ ਇਹ ਨਾ ਭੁਲੋ ਕਿ ਕਦੀ ਉਹਨਾਂ ਨੇਤਾਵਾਂ ਨੇ ਵੀ ਜਿੱਤਾਂ ਪ੍ਰਾਪਤ ਕੀਤੀਆਂ ਸਨ, ਜਿਹਨਾਂ ਨੂੰ ਅਜ ਸਿੱਖ ਕੌਮ ਨੇ ਮਿਟੀ ਵਿਚ ਮਿਲਾ ਦਿੱਤਾ ਹੈ। ਸਿੱਖ ਜਗਤ ਕੁਰਬਾਨੀਆਂ ਦੇ ਪੁੰਜਾਂ ਨੂੰ ਸਤਿਕਾਰ ਕਰਨਾ ਜਾਣਦਾ ਹੈ, ਜਿਸ ਤਰ੍ਹਾਂ ਅੱਜ ਤੁਹਾਡੇ ਨਾਲ ਪਿਆਰ ਕੀਤਾ ਹੈ। ਜਦੋਂ ਪੰਥ ਇਹ ਸਮਝੇ ਕਿ ਇਹ ਲੋਕ ਆਪਣੇ ਸਵਾਰਥਾਂ ਵਿਚ ਪੈ ਕੇ ਕੌਮ ਨੂੰ ਭੁਲ ਗਏ ਹਨ ਤਾਂ ਉਹ ਇਸ ਤਰ੍ਹਾਂ ਬਦਲਾਂ ਕੇ ਪਰਾਂ ਸੁਟਦੇ ਹਨ ਕੇ ਉਹਨਾਂ ਦਾ ਨਾਮ ਉਹੀ ਹੋ ਜਾਂਦਾ ਹੈ ਜੋ ਅੱਜ ਬਰਨਾਲਿਆਂ, ਤਲਵੰਡੀਆਂ ਤੇ ਕਲਕੀਤਾਂ ਦਾ ਹੋਇਆ ਹੈ। xyxy=(75,700,577,762)
editorial-title: ਸੰਪਾਦਕੀ ਨੋਟ xyxy=(167,96,485,170)
poem-line: ਸਤਿਗੁਰ ਜਾ ਮਾਛੀਵਾੜੇ ਅੰਦਰ xyxy=(790,880,898,892)
poem-line: ਸੂਝਾ ਹੋਰ ਵਿਚ ਆਇਆ। xyxy=(605,1027,699,1039)
poem-line: ਮਨਕੇ ਸਤਿਗੁਰ ਹੁਕਮ ਪੰਥ ਦਾ xyxy=(790,774,897,786)
poem-line: ਦਿਤਾ 'ਸੰਗਤ' ਨੂੰ ਕਲਗੀ ਤੋੜਾ। xyxy=(790,787,904,799)
poem-line: ਰਹਿ ਗਏ ਜਦੋਂ ਕੁੱਝ ਸਿੰਘ ਗਿਣਤੀ ਦੇ xyxy=(790,414,919,426)
poem-line: ਬੱਦਲ ਗੜ ਗੜ ਗੜਕੇ। xyxy=(605,201,691,213)
poem-line: ਸਿੱਖੋ ਬਾਰ ਵਿਰਸੇ ਤੇ ਮਾਰੋ xyxy=(790,1093,882,1105)
poem-line: ਕਰ ਲਈ ਦੇਹ ਛੱਡਣ ਦੀ ਤਿਆਰੀ। xyxy=(790,174,918,186)
poem-line: ਰਾਤ ਨੂੰ ਉਥੋਂ ਕਰ ਚੂਚ ਪਿਆ xyxy=(790,800,892,812)
poem-line: ਇਕ ਦੂਏ ਦੇ ਹੱਥ ਫੜਕੇ। xyxy=(605,387,696,399)
poem-line: ਉਠਕੇ ਮੂੰਹ ਹਨੇਰੇ। xyxy=(790,294,857,306)
poem-line: ਹੱਥ ਜੋੜ ਜੁਝਾਰ ਬੋਲਿਆ xyxy=(790,520,877,532)
poem-line: ਹੋ ਗਈ ਸ਼ੁਰੂ ਲੜਾਈ। xyxy=(790,374,870,386)
poem-column-left xyxy=(605,160,780,1160)
